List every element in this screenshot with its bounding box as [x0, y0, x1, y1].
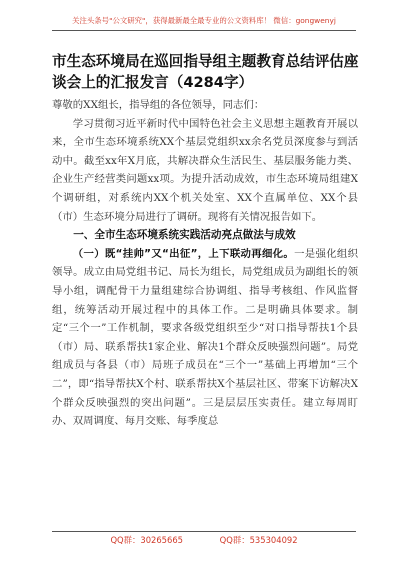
- subsection-paragraph: [52, 245, 358, 431]
- footer-divider: [52, 531, 356, 532]
- salutation: 尊敬的XX组长，指导组的各位领导，同志们：: [52, 99, 265, 111]
- footer: [52, 534, 356, 546]
- document-body: [52, 96, 358, 431]
- intro-paragraph: 学习贯彻习近平新时代中国特色社会主义思想主题教育开展以来，全市生态环境系统XX个基层党组织xx余名党员深度参与到活动中。截至xx年X月底，共解决群众生活民生、基层服务能力类、企业生产经营类问题xx项。为提升活动成效，市生态环境局组建X个调研组，对系统内XX个机关处室、XX个直属单位、XX个县（市）生态环境分局进行了调研。现将有关情况报告如下。: [52, 117, 358, 223]
- subsection-heading: （一）既“挂帅”又“出征”，上下联动再细化。: [72, 247, 295, 260]
- header-banner: 关注头条号"公文研究"，获得最新最全最专业的公文资料库！ 微信：gongwenyj: [72, 16, 336, 25]
- footer-qq-group-2: QQ群：535304092: [219, 535, 298, 545]
- section-heading: 一、全市生态环境系统实践活动亮点做法与成效: [73, 229, 296, 242]
- header-divider: [52, 30, 356, 31]
- subsection-text: 一是强化组织领导。成立由局党组书记、局长为组长，局党组成员为副组长的领导小组，调配骨干力量组建综合协调组、指导考核组、作风监督组，统筹活动开展过程中的具体工作。二是明确具体要求。制定“三个一”工作机制，要求各级党组织至少“对口指导帮扶1个县（市）局、联系帮扶1家企业、解决1个群众反映强烈问题”。局党组成员与各县（市）局班子成员在“三个一”基础上再增加“三个二”，即“指导帮扶X个村、联系帮扶X个基层社区、带案下访解决X个群众反映强烈的突出问题”。三是层层压实责任。建立每周盯办、双周调度、每月交账、每季度总: [52, 247, 358, 428]
- footer-qq-group-1: QQ群：30265665: [110, 535, 183, 545]
- document-title: 市生态环境局在巡回指导组主题教育总结评估座谈会上的汇报发言（4284字）: [52, 53, 359, 91]
